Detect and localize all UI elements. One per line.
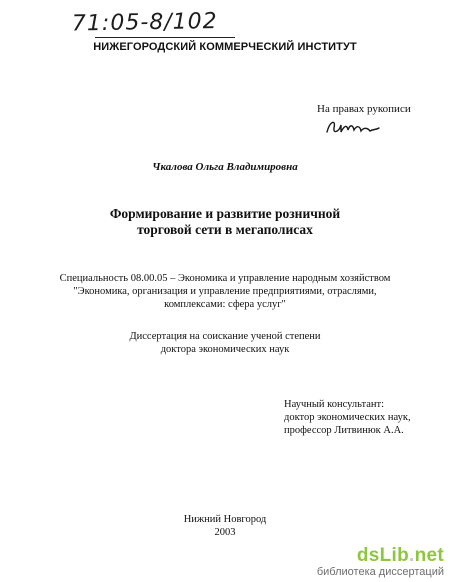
degree-line-2: доктора экономических наук bbox=[160, 344, 290, 355]
consultant-line-3: профессор Литвинюк А.А. bbox=[284, 425, 404, 436]
degree-block bbox=[0, 330, 450, 356]
institute-name: НИЖЕГОРОДСКИЙ КОММЕРЧЕСКИЙ ИНСТИТУТ bbox=[93, 41, 357, 53]
stamp-code-text: 71:05-8/102 bbox=[71, 8, 218, 37]
year: 2003 bbox=[214, 527, 236, 538]
title-line-1: Формирование и развитие розничной bbox=[109, 206, 341, 221]
stamp-underline bbox=[95, 37, 235, 38]
author-name: Чкалова Ольга Владимировна bbox=[152, 161, 298, 173]
consultant-block bbox=[284, 398, 411, 437]
specialty-line-3: комплексами: сфера услуг" bbox=[164, 299, 286, 310]
city-name: Нижний Новгород bbox=[183, 514, 267, 525]
logo-tld: net bbox=[414, 545, 444, 566]
consultant-line-2: доктор экономических наук, bbox=[284, 412, 411, 423]
specialty-line-2: "Экономика, организация и управление предприятиями, отраслями, bbox=[73, 286, 377, 297]
logo-main: dsLib bbox=[356, 545, 409, 566]
title-line-2: торговой сети в мегаполисах bbox=[137, 222, 313, 237]
consultant-line-1: Научный консультант: bbox=[284, 399, 385, 410]
dissertation-title bbox=[0, 206, 450, 238]
dslib-logo bbox=[317, 546, 444, 566]
manuscript-rights-label: На правах рукописи bbox=[317, 103, 411, 115]
degree-line-1: Диссертация на соискание ученой степени bbox=[129, 331, 321, 342]
archive-stamp-code bbox=[72, 9, 243, 46]
dslib-subtitle: библиотека диссертаций bbox=[316, 566, 444, 578]
place-and-year bbox=[0, 513, 450, 539]
logo-dot: . bbox=[409, 545, 415, 566]
specialty-line-1: Специальность 08.00.05 – Экономика и управление народным хозяйством bbox=[59, 273, 391, 284]
specialty-block bbox=[0, 272, 450, 311]
dslib-watermark[interactable] bbox=[317, 546, 444, 578]
handwritten-signature bbox=[324, 116, 382, 138]
